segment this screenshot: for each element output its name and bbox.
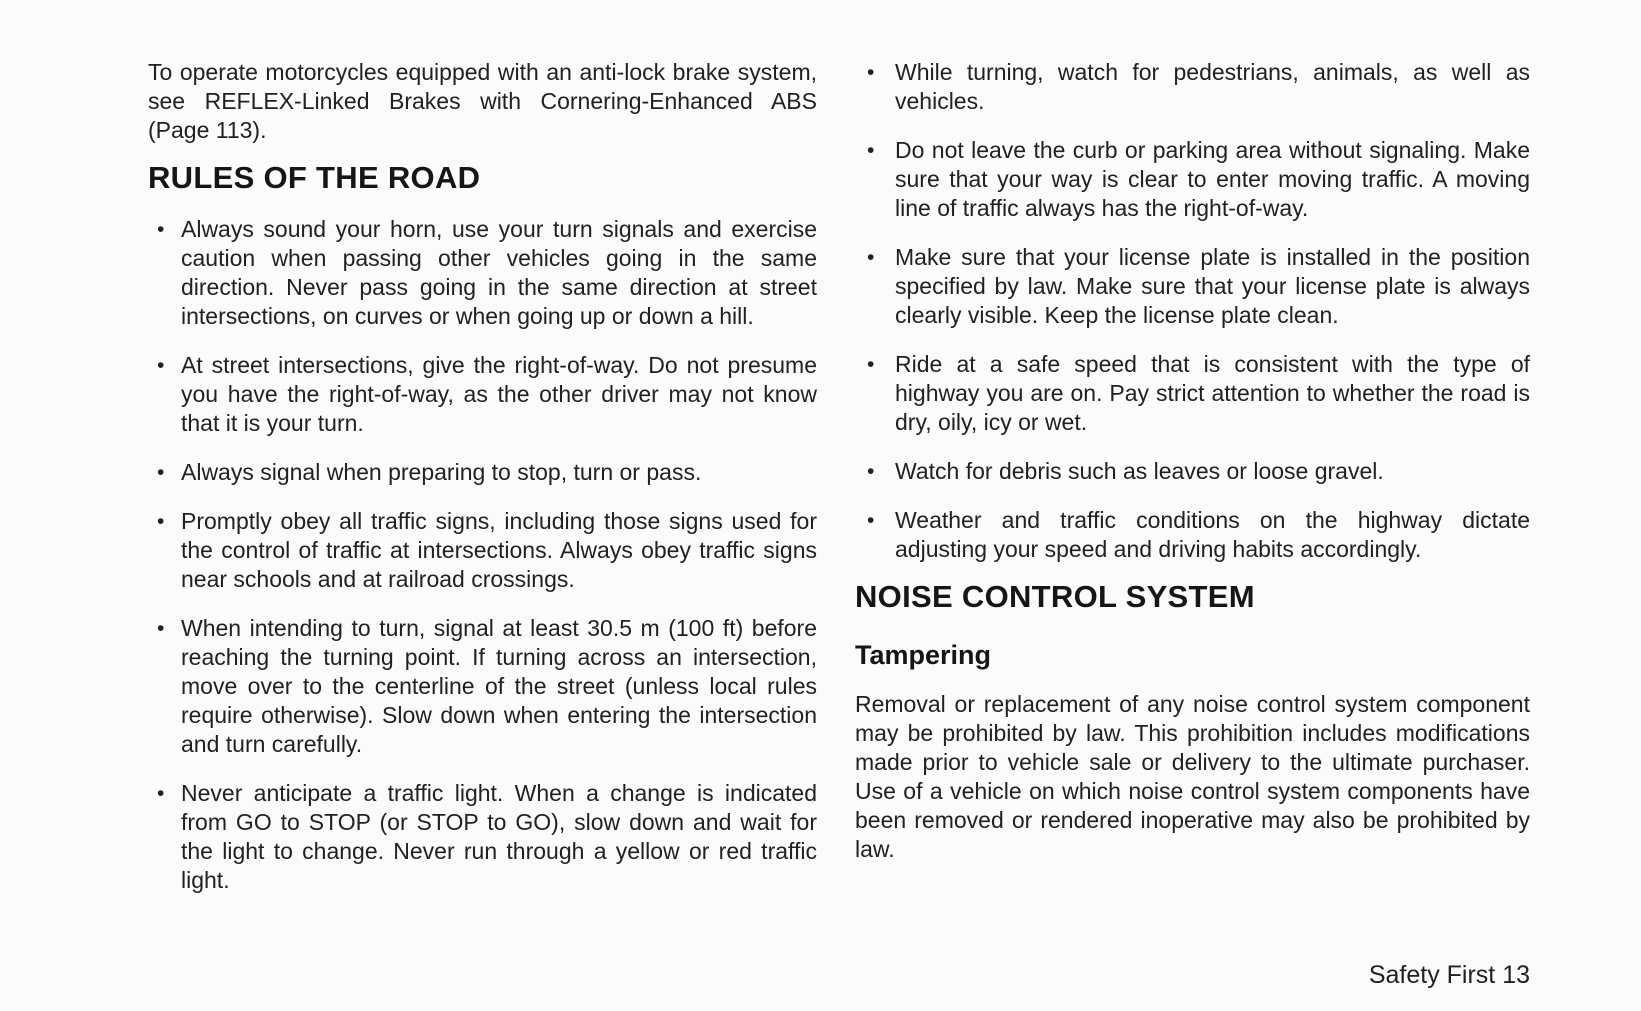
rule-item [855,457,1530,486]
bullet-icon: • [157,782,165,805]
rule-item [148,215,817,331]
rule-item [148,458,817,487]
rule-item [148,779,817,895]
rules-list-continued [855,58,1530,564]
left-column [148,58,817,895]
rule-item [148,614,817,759]
right-column [855,58,1530,864]
rule-item [148,351,817,438]
rules-list [148,215,817,895]
rule-text: Watch for debris such as leaves or loose gravel. [895,458,1384,484]
tampering-paragraph: Removal or replacement of any noise control system component may be prohibited by law. This prohibition includes modifications made prior to vehicle sale or delivery to the ultimate purchaser. Use of a vehicle on which noise control system components have been removed or rendered inoperative may also be prohibited by law. [855,691,1530,862]
rule-item [855,350,1530,437]
intro-paragraph: To operate motorcycles equipped with an anti-lock brake system, see REFLEX-Linked Brakes with Cornering-Enhanced ABS (Page 113). [148,59,817,143]
bullet-icon: • [157,461,165,484]
rule-text: While turning, watch for pedestrians, animals, as well as vehicles. [895,59,1530,114]
bullet-icon: • [867,509,875,532]
rule-text: At street intersections, give the right-of-way. Do not presume you have the right-of-way, as the other driver may not know that it is your turn. [181,352,817,436]
noise-control-system-heading: NOISE CONTROL SYSTEM [855,579,1255,614]
rule-item [855,243,1530,330]
bullet-icon: • [157,218,165,241]
tampering-subheading: Tampering [855,640,992,670]
rule-item [855,136,1530,223]
rule-text: When intending to turn, signal at least 30.5 m (100 ft) before reaching the turning point. If turning across an intersection, move over to the centerline of the street (unless local rules require otherwise). Slow down when entering the intersection and turn carefully. [181,615,817,757]
rule-text: Weather and traffic conditions on the highway dictate adjusting your speed and driving habits accordingly. [895,507,1530,562]
bullet-icon: • [867,460,875,483]
bullet-icon: • [867,61,875,84]
rules-of-the-road-heading: RULES OF THE ROAD [148,160,481,195]
bullet-icon: • [867,246,875,269]
rule-text: Always sound your horn, use your turn signals and exercise caution when passing other vehicles going in the same direction. Never pass going in the same direction at street intersections, on curves or when going up or down a hill. [181,216,817,329]
footer-text: Safety First 13 [1368,961,1530,989]
page-footer [1369,960,1530,990]
rule-text: Never anticipate a traffic light. When a change is indicated from GO to STOP (or STOP to GO), slow down and wait for the light to change. Never run through a yellow or red traffic light. [181,780,817,893]
bullet-icon: • [157,617,165,640]
bullet-icon: • [157,510,165,533]
bullet-icon: • [867,139,875,162]
rule-text: Ride at a safe speed that is consistent with the type of highway you are on. Pay strict attention to whether the road is dry, oily, icy or wet. [895,351,1530,435]
rule-text: Always signal when preparing to stop, turn or pass. [181,459,702,485]
rule-text: Make sure that your license plate is installed in the position specified by law. Make sure that your license plate is always clearly visible. Keep the license plate clean. [895,244,1530,328]
rule-item [148,507,817,594]
rule-item [855,58,1530,116]
rule-text: Promptly obey all traffic signs, including those signs used for the control of traffic at intersections. Always obey traffic signs near schools and at railroad crossings. [181,508,817,592]
bullet-icon: • [157,354,165,377]
rule-item [855,506,1530,564]
rule-text: Do not leave the curb or parking area without signaling. Make sure that your way is clear to enter moving traffic. A moving line of traffic always has the right-of-way. [895,137,1530,221]
bullet-icon: • [867,353,875,376]
